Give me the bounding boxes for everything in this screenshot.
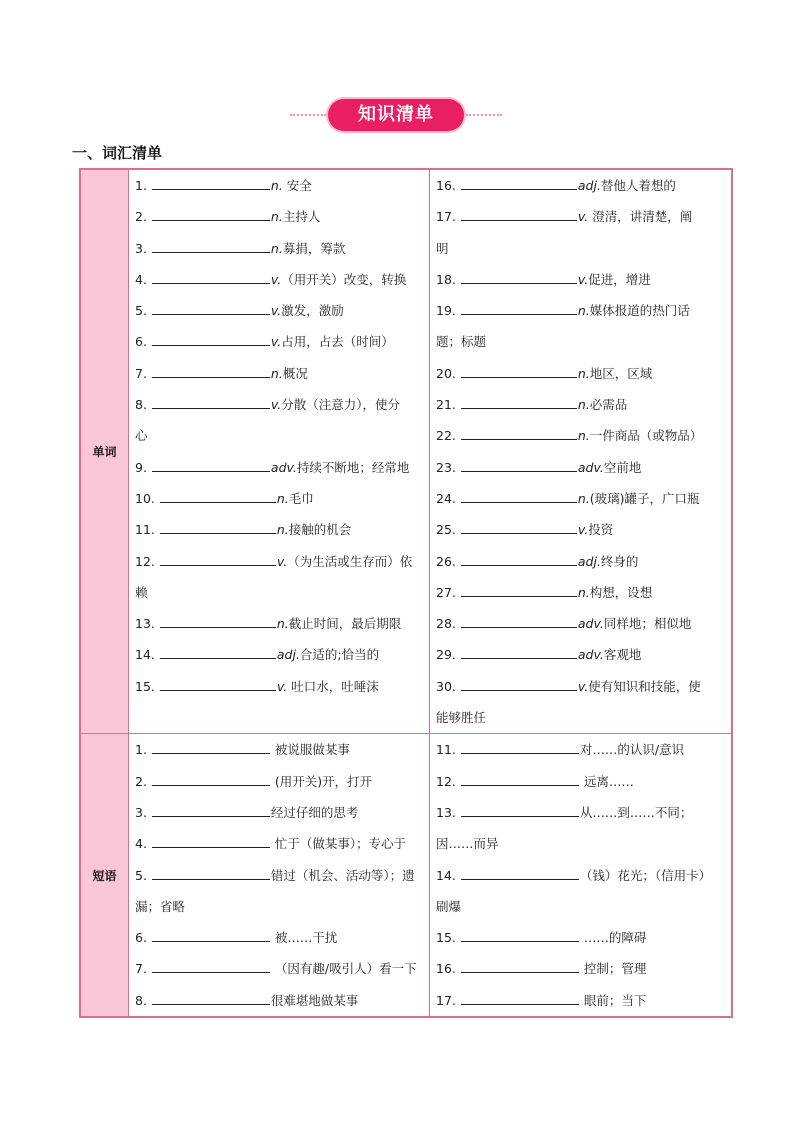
item-number: 27. xyxy=(436,584,460,600)
answer-blank[interactable] xyxy=(461,459,577,472)
answer-blank[interactable] xyxy=(461,741,579,754)
table-row xyxy=(436,797,725,828)
item-number: 3. xyxy=(135,240,151,256)
continuation-text: 刷爆 xyxy=(436,898,462,914)
item-meaning: ……的障碍 xyxy=(579,930,647,946)
item-number: 16. xyxy=(436,178,460,193)
answer-blank[interactable] xyxy=(461,177,577,190)
continuation-text: 题；标题 xyxy=(436,334,487,350)
part-of-speech: n. xyxy=(577,490,590,506)
table-row xyxy=(135,828,423,859)
part-of-speech: adj. xyxy=(577,178,601,193)
table-row xyxy=(436,295,725,326)
item-meaning: 占用，占去（时间） xyxy=(281,334,394,350)
table-row xyxy=(135,953,423,984)
item-meaning: 空前地 xyxy=(603,459,642,475)
table-row xyxy=(436,389,725,420)
part-of-speech: v. xyxy=(270,303,282,319)
table-row xyxy=(436,420,725,451)
item-meaning: 安全 xyxy=(282,178,312,193)
part-of-speech: n. xyxy=(577,303,590,319)
table-row xyxy=(436,170,725,201)
part-of-speech: n. xyxy=(276,490,289,506)
table-row xyxy=(436,860,725,891)
table-row xyxy=(135,326,423,357)
continuation-text: 心 xyxy=(135,428,148,444)
table-group xyxy=(81,734,731,1016)
table-row xyxy=(436,891,725,922)
answer-blank[interactable] xyxy=(152,835,270,848)
part-of-speech: n. xyxy=(577,365,590,381)
table-row xyxy=(135,264,423,295)
answer-blank[interactable] xyxy=(160,678,276,691)
right-column xyxy=(430,734,731,1016)
part-of-speech: n. xyxy=(270,240,283,256)
answer-blank[interactable] xyxy=(461,992,579,1005)
item-number: 3. xyxy=(135,804,151,820)
answer-blank[interactable] xyxy=(461,553,577,566)
part-of-speech: n. xyxy=(270,365,283,381)
answer-blank[interactable] xyxy=(461,929,579,942)
continuation-text: 赖 xyxy=(135,584,148,600)
item-meaning: 从……到……不同； xyxy=(579,804,693,820)
item-meaning: （钱）花光；（信用卡） xyxy=(579,867,712,883)
part-of-speech: adv. xyxy=(577,616,604,632)
item-meaning: 使有知识和技能，使 xyxy=(588,678,701,694)
item-meaning: 必需品 xyxy=(589,397,628,413)
item-number: 1. xyxy=(135,178,151,193)
item-number: 7. xyxy=(135,961,151,977)
table-row xyxy=(436,233,725,264)
answer-blank[interactable] xyxy=(152,271,270,284)
answer-blank[interactable] xyxy=(152,396,270,409)
table-row xyxy=(436,734,725,765)
item-number: 13. xyxy=(135,616,159,632)
part-of-speech: n. xyxy=(577,584,590,600)
table-row xyxy=(135,170,423,201)
banner-title: 知识清单 xyxy=(358,104,434,125)
item-number: 5. xyxy=(135,867,151,883)
item-meaning: 地区，区域 xyxy=(589,365,653,381)
item-number: 20. xyxy=(436,365,460,381)
item-meaning: （为生活或生存而）依 xyxy=(287,553,413,569)
item-meaning: 眼前；当下 xyxy=(579,992,647,1008)
table-row xyxy=(135,452,423,483)
part-of-speech: n. xyxy=(276,522,289,538)
item-meaning: 忙于（做某事）；专心于 xyxy=(270,836,407,852)
table-row xyxy=(436,546,725,577)
item-meaning: 分散（注意力），使分 xyxy=(281,397,401,413)
table-row xyxy=(135,358,423,389)
answer-blank[interactable] xyxy=(461,615,577,628)
continuation-text: 明 xyxy=(436,240,449,256)
table-row xyxy=(436,953,725,984)
item-number: 8. xyxy=(135,397,151,413)
table-row xyxy=(436,452,725,483)
item-number: 29. xyxy=(436,647,460,663)
answer-blank[interactable] xyxy=(152,773,270,786)
table-row xyxy=(135,860,423,891)
item-meaning: 很难堪地做某事 xyxy=(270,992,359,1008)
banner-dots-right xyxy=(466,114,502,116)
item-number: 28. xyxy=(436,616,460,632)
item-meaning: 构想，设想 xyxy=(589,584,653,600)
section-banner xyxy=(0,96,794,136)
item-number: 9. xyxy=(135,459,151,475)
table-row xyxy=(436,358,725,389)
banner-dots-left xyxy=(290,114,326,116)
item-number: 25. xyxy=(436,522,460,538)
table-row xyxy=(436,483,725,514)
item-meaning: 概况 xyxy=(282,365,308,381)
answer-blank[interactable] xyxy=(160,553,276,566)
answer-blank[interactable] xyxy=(152,240,270,253)
item-meaning: 终身的 xyxy=(600,553,639,569)
item-number: 11. xyxy=(436,742,460,758)
item-number: 4. xyxy=(135,836,151,852)
item-meaning: 募捐，筹款 xyxy=(282,240,346,256)
item-number: 17. xyxy=(436,992,460,1008)
answer-blank[interactable] xyxy=(160,646,276,659)
table-row xyxy=(135,295,423,326)
part-of-speech: n. xyxy=(276,616,289,632)
answer-blank[interactable] xyxy=(160,521,276,534)
part-of-speech: n. xyxy=(577,397,590,413)
item-meaning: 替他人着想的 xyxy=(600,178,676,193)
answer-blank[interactable] xyxy=(152,929,270,942)
item-number: 12. xyxy=(135,553,159,569)
continuation-text: 能够胜任 xyxy=(436,710,487,726)
part-of-speech: adv. xyxy=(577,647,604,663)
answer-blank[interactable] xyxy=(152,333,270,346)
table-row xyxy=(436,201,725,232)
item-number: 17. xyxy=(436,209,460,225)
table-row xyxy=(436,264,725,295)
item-meaning: 媒体报道的热门话 xyxy=(589,303,690,319)
item-number: 21. xyxy=(436,397,460,413)
item-number: 14. xyxy=(436,867,460,883)
item-number: 15. xyxy=(135,678,159,694)
item-meaning: 一件商品（或物品） xyxy=(589,428,703,444)
item-meaning: 对……的认识/意识 xyxy=(579,742,685,758)
item-meaning: 促进，增进 xyxy=(588,271,651,287)
table-row xyxy=(135,639,423,670)
item-number: 10. xyxy=(135,490,159,506)
item-meaning: 主持人 xyxy=(282,209,321,225)
table-row xyxy=(135,891,423,922)
item-number: 22. xyxy=(436,428,460,444)
answer-blank[interactable] xyxy=(152,804,270,817)
item-number: 26. xyxy=(436,553,460,569)
table-row xyxy=(436,702,725,733)
answer-blank[interactable] xyxy=(461,302,577,315)
item-meaning: 接触的机会 xyxy=(288,522,352,538)
item-number: 18. xyxy=(436,271,460,287)
item-meaning: (用开关)开，打开 xyxy=(270,773,373,789)
table-row xyxy=(135,797,423,828)
answer-blank[interactable] xyxy=(152,992,270,1005)
item-number: 4. xyxy=(135,271,151,287)
table-row xyxy=(135,233,423,264)
item-meaning: 持续不断地；经常地 xyxy=(296,459,410,475)
answer-blank[interactable] xyxy=(461,960,579,973)
answer-blank[interactable] xyxy=(461,646,577,659)
part-of-speech: v. xyxy=(270,397,282,413)
table-row xyxy=(135,546,423,577)
answer-blank[interactable] xyxy=(461,208,577,221)
part-of-speech: v. xyxy=(577,522,589,538)
item-number: 30. xyxy=(436,678,460,694)
left-column xyxy=(129,734,430,1016)
table-row xyxy=(135,514,423,545)
part-of-speech: adv. xyxy=(577,459,604,475)
item-number: 2. xyxy=(135,209,151,225)
item-meaning: 客观地 xyxy=(603,647,642,663)
item-number: 14. xyxy=(135,647,159,663)
item-number: 19. xyxy=(436,303,460,319)
answer-blank[interactable] xyxy=(160,615,276,628)
part-of-speech: v. xyxy=(577,209,589,225)
part-of-speech: v. xyxy=(577,678,589,694)
item-number: 7. xyxy=(135,365,151,381)
part-of-speech: v. xyxy=(577,271,589,287)
table-row xyxy=(436,577,725,608)
item-number: 13. xyxy=(436,804,460,820)
answer-blank[interactable] xyxy=(461,773,579,786)
item-meaning: 吐口水，吐唾沫 xyxy=(287,678,379,694)
item-number: 6. xyxy=(135,930,151,946)
answer-blank[interactable] xyxy=(152,302,270,315)
table-row xyxy=(135,389,423,420)
part-of-speech: v. xyxy=(270,334,282,350)
group-label: 单词 xyxy=(81,170,129,733)
item-meaning: 控制；管理 xyxy=(579,961,647,977)
table-row xyxy=(436,985,725,1016)
table-row xyxy=(436,608,725,639)
item-meaning: 错过（机会、活动等）；遗 xyxy=(270,867,415,883)
answer-blank[interactable] xyxy=(461,490,577,503)
answer-blank[interactable] xyxy=(152,365,270,378)
part-of-speech: adv. xyxy=(270,459,297,475)
continuation-text: 因……而异 xyxy=(436,836,499,852)
item-number: 6. xyxy=(135,334,151,350)
continuation-text: 漏；省略 xyxy=(135,898,186,914)
group-label: 短语 xyxy=(81,734,129,1016)
table-row xyxy=(135,734,423,765)
item-number: 23. xyxy=(436,459,460,475)
item-meaning: (玻璃)罐子，广口瓶 xyxy=(589,490,700,506)
item-number: 12. xyxy=(436,773,460,789)
table-row xyxy=(436,766,725,797)
part-of-speech: n. xyxy=(270,178,283,193)
item-number: 11. xyxy=(135,522,159,538)
item-meaning: 被……干扰 xyxy=(270,930,338,946)
answer-blank[interactable] xyxy=(152,867,270,880)
answer-blank[interactable] xyxy=(160,490,276,503)
table-row xyxy=(135,766,423,797)
part-of-speech: v. xyxy=(276,678,288,694)
table-row xyxy=(135,922,423,953)
item-number: 2. xyxy=(135,773,151,789)
answer-blank[interactable] xyxy=(461,804,579,817)
table-row xyxy=(135,483,423,514)
table-row xyxy=(436,326,725,357)
answer-blank[interactable] xyxy=(152,960,270,973)
part-of-speech: adj. xyxy=(577,553,601,569)
answer-blank[interactable] xyxy=(461,867,579,880)
part-of-speech: v. xyxy=(276,553,288,569)
table-row xyxy=(135,985,423,1016)
table-row xyxy=(135,671,423,702)
item-meaning: 被说服做某事 xyxy=(270,742,350,758)
table-group xyxy=(81,170,731,734)
table-row xyxy=(135,201,423,232)
answer-blank[interactable] xyxy=(461,584,577,597)
table-row xyxy=(436,639,725,670)
part-of-speech: v. xyxy=(270,271,282,287)
item-meaning: （用开关）改变，转换 xyxy=(281,271,407,287)
table-row xyxy=(436,671,725,702)
item-meaning: 毛巾 xyxy=(288,490,314,506)
item-number: 16. xyxy=(436,961,460,977)
table-row xyxy=(135,420,423,451)
item-meaning: 投资 xyxy=(588,522,614,538)
answer-blank[interactable] xyxy=(461,521,577,534)
item-meaning: 澄清，讲清楚，阐 xyxy=(588,209,693,225)
table-row xyxy=(135,608,423,639)
part-of-speech: n. xyxy=(577,428,590,444)
answer-blank[interactable] xyxy=(461,396,577,409)
item-meaning: 经过仔细的思考 xyxy=(270,804,359,820)
answer-blank[interactable] xyxy=(152,208,270,221)
answer-blank[interactable] xyxy=(461,427,577,440)
item-number: 15. xyxy=(436,930,460,946)
table-row xyxy=(436,922,725,953)
answer-blank[interactable] xyxy=(152,177,270,190)
part-of-speech: n. xyxy=(270,209,283,225)
answer-blank[interactable] xyxy=(461,365,577,378)
table-row xyxy=(436,828,725,859)
section-title: 一、词汇清单 xyxy=(72,144,163,162)
item-meaning: （因有趣/吸引人）看一下 xyxy=(270,961,417,977)
item-meaning: 合适的;恰当的 xyxy=(299,647,380,663)
item-meaning: 截止时间，最后期限 xyxy=(288,616,402,632)
item-meaning: 远离…… xyxy=(579,773,634,789)
right-column xyxy=(430,170,731,733)
left-column xyxy=(129,170,430,733)
item-number: 1. xyxy=(135,742,151,758)
item-number: 8. xyxy=(135,992,151,1008)
item-meaning: 激发，激励 xyxy=(281,303,344,319)
answer-blank[interactable] xyxy=(152,741,270,754)
part-of-speech: adj. xyxy=(276,647,300,663)
answer-blank[interactable] xyxy=(461,678,577,691)
vocabulary-table xyxy=(79,168,733,1018)
answer-blank[interactable] xyxy=(461,271,577,284)
item-number: 24. xyxy=(436,490,460,506)
answer-blank[interactable] xyxy=(152,459,270,472)
item-meaning: 同样地；相似地 xyxy=(603,616,692,632)
table-row xyxy=(135,577,423,608)
table-row xyxy=(436,514,725,545)
item-number: 5. xyxy=(135,303,151,319)
